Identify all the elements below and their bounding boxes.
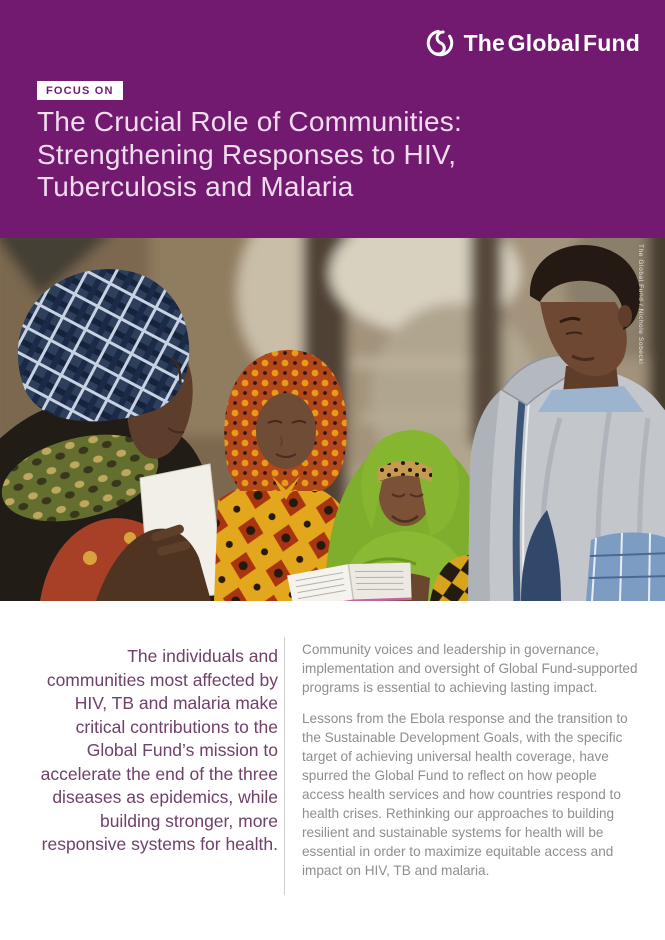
column-divider: [284, 637, 285, 895]
body-paragraph-1: Community voices and leadership in governance, implementation and oversight of Global Fund-supported programs is essential to achieving lasting impact.: [302, 642, 638, 695]
title-line-3: Tuberculosis and Malaria: [37, 171, 354, 202]
community-photo: [0, 238, 665, 601]
focus-on-badge: FOCUS ON: [37, 81, 123, 100]
page-title: [37, 106, 517, 204]
body-paragraph-2: Lessons from the Ebola response and the transition to the Sustainable Development Goals, with the specific target of achieving universal health coverage, have spurred the Global Fund to reflect on how people access health services and how countries respond to health crises. Rethinking our approaches to building resilient and sustainable systems for health will be essential in order to maximize equitable access and impact on HIV, TB and malaria.: [302, 711, 628, 878]
photo-credit: The Global Fund / Nichole Sobecki: [637, 244, 644, 365]
global-fund-logo: [424, 27, 640, 59]
title-line-1: The Crucial Role of Communities:: [37, 106, 462, 137]
hero-header: [0, 0, 665, 238]
title-line-2: Strengthening Responses to HIV,: [37, 138, 457, 170]
community-photo-illustration: [0, 238, 665, 601]
logo-wordmark: The Global Fund: [463, 29, 640, 56]
content-section: [0, 601, 665, 940]
globalfund-swirl-icon: [424, 27, 456, 59]
body-text-column: [302, 640, 640, 880]
pull-quote: The individuals and communities most affected by HIV, TB and malaria make critical contributions to the Global Fund’s mission to accelerate the end of the three diseases as epidemics, while building stronger, more responsive systems for health.: [40, 646, 278, 854]
